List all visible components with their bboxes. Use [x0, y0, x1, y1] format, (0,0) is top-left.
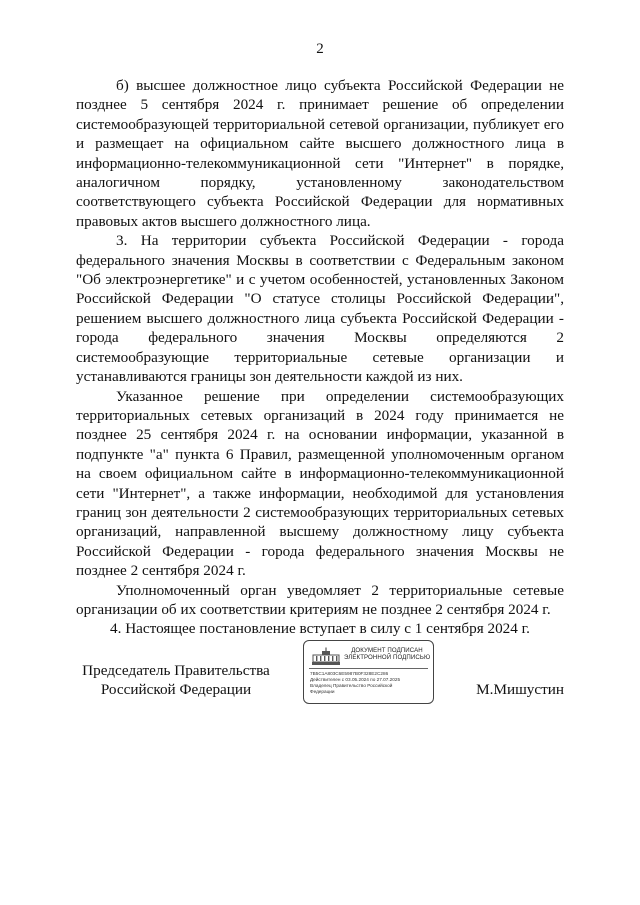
electronic-signature-stamp	[303, 640, 434, 704]
signer-title	[76, 661, 276, 700]
paragraph-decision: Указанное решение при определении системообразующих территориальных сетевых организаций в 2024 году принимается не позднее 25 сентября 2024 г. на основании информации, указанной в подпункте "а" пункта 6 Правил, размещенной уполномоченным органом на своем официальном сайте в информационно-телекоммуникационной сети "Интернет", а также информации, необходимой для установления границ зон деятельности 2 системообразующих территориальных сетевых организаций, направленной высшему должностному лицу субъекта Российской Федерации - города федерального значения Москвы не позднее 2 сентября 2024 г.	[76, 387, 564, 580]
stamp-certificate: 7B5C1A803C6E5987B0F328E2C286	[310, 671, 389, 676]
stamp-info	[310, 671, 430, 695]
paragraph-item-b: б) высшее должностное лицо субъекта Российской Федерации не позднее 5 сентября 2024 г. принимает решение об определении системообразующей территориальной сетевой организации, публикует его и размещает на официальном сайте высшего должностного лица в информационно-телекоммуникационной сети "Интернет" в порядке, аналогичном порядку, установленному законодательством соответствующего субъекта Российской Федерации для нормативных правовых актов высшего должностного лица.	[76, 77, 564, 230]
stamp-title	[344, 647, 430, 662]
stamp-divider	[309, 668, 428, 669]
paragraph-notification: Уполномоченный орган уведомляет 2 территориальные сетевые организации об их соответствии критериям не позднее 2 сентября 2024 г.	[76, 581, 564, 618]
stamp-owner-line1: Владелец Правительство Российской	[310, 683, 393, 689]
russian-government-building-icon	[311, 647, 341, 667]
stamp-owner-line2: Федерации	[310, 689, 335, 695]
page-number: 2	[316, 41, 324, 57]
signer-title-line2: Российской Федерации	[100, 681, 252, 699]
stamp-title-line2: ЭЛЕКТРОННОЙ ПОДПИСЬЮ	[344, 654, 431, 662]
paragraph-item-4: 4. Настоящее постановление вступает в силу с 1 сентября 2024 г.	[110, 620, 530, 638]
stamp-validity: Действителен с 03.05.2024 по 27.07.2025	[310, 677, 401, 683]
signer-name: М.Мишустин	[476, 681, 564, 698]
paragraph-item-3: 3. На территории субъекта Российской Федерации - города федерального значения Москвы в соответствии с Федеральным законом "Об электроэнергетике" и с учетом особенностей, установленных Законом Российской Федерации "О статусе столицы Российской Федерации", решением высшего должностного лица субъекта Российской Федерации - города федерального значения Москвы определяются 2 системообразующие территориальные сетевые организации и устанавливаются границы зон деятельности каждой из них.	[76, 232, 564, 386]
signer-title-line1: Председатель Правительства	[82, 662, 270, 679]
document-body	[76, 76, 564, 639]
stamp-title-line1: ДОКУМЕНТ ПОДПИСАН	[351, 647, 423, 654]
